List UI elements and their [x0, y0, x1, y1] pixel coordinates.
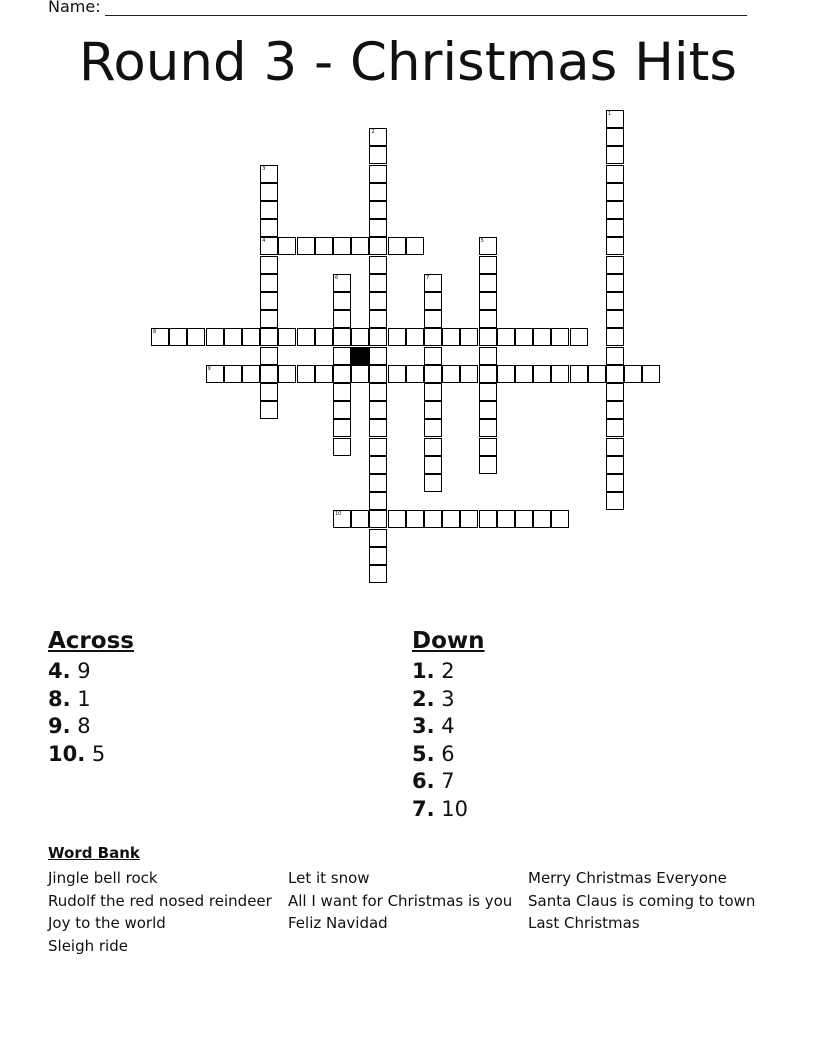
grid-cell[interactable]: [369, 401, 387, 419]
clue-number: 10.: [48, 741, 86, 766]
grid-cell[interactable]: [388, 510, 406, 528]
clue-text: 7: [434, 769, 455, 793]
word-bank-item: Let it snow: [288, 869, 370, 887]
grid-cell[interactable]: [606, 310, 624, 328]
grid-cell[interactable]: [369, 492, 387, 510]
grid-cell[interactable]: [606, 292, 624, 310]
grid-cell[interactable]: [424, 401, 442, 419]
grid-cell[interactable]: [424, 438, 442, 456]
grid-cell[interactable]: [606, 419, 624, 437]
grid-cell[interactable]: [369, 201, 387, 219]
grid-cell[interactable]: [570, 365, 588, 383]
grid-cell[interactable]: [479, 256, 497, 274]
grid-cell[interactable]: [333, 419, 351, 437]
grid-cell[interactable]: [479, 292, 497, 310]
clue-item: [48, 713, 134, 741]
grid-cell[interactable]: [369, 292, 387, 310]
grid-cell[interactable]: [606, 438, 624, 456]
word-bank-column-1: [48, 867, 272, 957]
word-bank-item: Santa Claus is coming to town: [528, 891, 756, 910]
grid-cell[interactable]: [533, 365, 551, 383]
grid-cell[interactable]: [315, 237, 333, 255]
grid-cell[interactable]: [260, 256, 278, 274]
grid-cell[interactable]: [606, 128, 624, 146]
grid-cell[interactable]: [497, 510, 515, 528]
grid-cell[interactable]: [424, 419, 442, 437]
grid-cell[interactable]: [606, 347, 624, 365]
grid-cell[interactable]: [479, 456, 497, 474]
grid-cell[interactable]: [424, 292, 442, 310]
grid-cell[interactable]: [333, 510, 351, 528]
word-bank-item: Rudolf the red nosed reindeer: [48, 891, 272, 910]
grid-cell[interactable]: [351, 510, 369, 528]
grid-cell[interactable]: [260, 237, 278, 255]
word-bank-column-3: [528, 867, 755, 935]
grid-cell[interactable]: [333, 438, 351, 456]
word-bank-item: Joy to the world: [48, 914, 166, 933]
grid-cell[interactable]: [606, 183, 624, 201]
name-label: Name:: [48, 0, 101, 16]
grid-cell[interactable]: [606, 328, 624, 346]
clue-text: 2: [434, 659, 455, 683]
grid-cell[interactable]: [479, 274, 497, 292]
grid-cell[interactable]: [369, 510, 387, 528]
clue-item: [412, 741, 485, 769]
word-bank-item: Feliz Navidad: [288, 914, 388, 933]
grid-cell[interactable]: [479, 510, 497, 528]
grid-cell[interactable]: [606, 256, 624, 274]
grid-cell[interactable]: [260, 274, 278, 292]
grid-cell[interactable]: [169, 328, 187, 346]
grid-cell[interactable]: [369, 438, 387, 456]
grid-cell[interactable]: [479, 383, 497, 401]
grid-cell[interactable]: [606, 237, 624, 255]
clue-number: 1: [608, 111, 612, 117]
grid-cell[interactable]: [606, 201, 624, 219]
grid-cell[interactable]: [242, 328, 260, 346]
grid-cell[interactable]: [479, 328, 497, 346]
grid-cell[interactable]: [460, 328, 478, 346]
grid-cell[interactable]: [606, 456, 624, 474]
grid-cell[interactable]: [369, 383, 387, 401]
word-bank-item: Merry Christmas Everyone: [528, 869, 727, 887]
clue-number: 5: [480, 238, 484, 245]
grid-cell[interactable]: [624, 365, 642, 383]
grid-cell[interactable]: [460, 365, 478, 383]
grid-cell[interactable]: [369, 529, 387, 547]
grid-cell[interactable]: [369, 474, 387, 492]
grid-cell[interactable]: [260, 219, 278, 237]
grid-cell[interactable]: [187, 328, 205, 346]
grid-cell[interactable]: [369, 565, 387, 583]
grid-cell[interactable]: [369, 256, 387, 274]
grid-cell[interactable]: [369, 456, 387, 474]
grid-cell[interactable]: [369, 237, 387, 255]
grid-cell[interactable]: [479, 438, 497, 456]
grid-cell[interactable]: [642, 365, 660, 383]
clue-text: 1: [70, 686, 91, 711]
grid-cell[interactable]: [533, 510, 551, 528]
word-bank-item: Jingle bell rock: [48, 869, 158, 887]
grid-cell[interactable]: [424, 365, 442, 383]
grid-cell[interactable]: [260, 328, 278, 346]
grid-cell[interactable]: [260, 165, 278, 183]
grid-cell[interactable]: [369, 547, 387, 565]
grid-cell[interactable]: [333, 310, 351, 328]
grid-cell[interactable]: [606, 474, 624, 492]
clue-item: [48, 686, 134, 714]
clue-number: 3: [262, 165, 266, 172]
grid-cell[interactable]: [369, 274, 387, 292]
grid-cell[interactable]: [333, 237, 351, 255]
grid-cell[interactable]: [606, 365, 624, 383]
clue-text: 5: [85, 741, 106, 766]
grid-cell[interactable]: [406, 510, 424, 528]
clue-number: 5.: [412, 741, 435, 766]
clue-text: 6: [434, 741, 455, 766]
clue-item: [412, 658, 485, 686]
clue-number: 3.: [412, 714, 435, 738]
grid-cell[interactable]: [333, 401, 351, 419]
grid-cell[interactable]: [606, 383, 624, 401]
grid-cell[interactable]: [260, 347, 278, 365]
down-clues: [412, 628, 485, 823]
grid-cell[interactable]: [369, 219, 387, 237]
grid-cell[interactable]: [570, 328, 588, 346]
grid-cell[interactable]: [424, 347, 442, 365]
clue-text: 10: [434, 796, 468, 821]
word-bank-item: Sleigh ride: [48, 936, 128, 955]
grid-cell[interactable]: [224, 365, 242, 383]
grid-cell[interactable]: [369, 128, 387, 146]
grid-cell[interactable]: [388, 328, 406, 346]
clue-number: 8.: [48, 686, 71, 711]
grid-cell[interactable]: [424, 456, 442, 474]
grid-cell[interactable]: [260, 365, 278, 383]
grid-cell[interactable]: [479, 237, 497, 255]
grid-cell[interactable]: [515, 328, 533, 346]
grid-cell[interactable]: [388, 365, 406, 383]
across-clues: [48, 628, 134, 768]
clue-number: 8: [153, 329, 157, 336]
clue-number: 2.: [412, 686, 435, 711]
clue-number: 7.: [412, 796, 435, 821]
clue-item: [48, 658, 134, 686]
black-cell: [351, 347, 369, 365]
grid-cell[interactable]: [424, 274, 442, 292]
grid-cell[interactable]: [242, 365, 260, 383]
grid-cell[interactable]: [315, 365, 333, 383]
grid-cell[interactable]: [260, 310, 278, 328]
grid-cell[interactable]: [406, 328, 424, 346]
grid-cell[interactable]: [424, 474, 442, 492]
clue-number: 1.: [412, 659, 435, 683]
grid-cell[interactable]: [424, 383, 442, 401]
grid-cell[interactable]: [369, 419, 387, 437]
grid-cell[interactable]: [206, 365, 224, 383]
clue-number: 6.: [412, 769, 435, 793]
grid-cell[interactable]: [460, 510, 478, 528]
grid-cell[interactable]: [606, 219, 624, 237]
clue-item: [412, 686, 485, 714]
grid-cell[interactable]: [479, 347, 497, 365]
grid-cell[interactable]: [479, 310, 497, 328]
grid-cell[interactable]: [588, 365, 606, 383]
clue-item: [48, 741, 134, 769]
clue-number: 6: [335, 274, 339, 281]
grid-cell[interactable]: [406, 237, 424, 255]
grid-cell[interactable]: [315, 328, 333, 346]
word-bank-column-2: [288, 867, 512, 935]
grid-cell[interactable]: [442, 510, 460, 528]
grid-cell[interactable]: [369, 365, 387, 383]
grid-cell[interactable]: [278, 237, 296, 255]
clue-item: [412, 713, 485, 741]
clue-number: 10: [335, 511, 342, 518]
grid-cell[interactable]: [606, 165, 624, 183]
grid-cell[interactable]: [278, 365, 296, 383]
grid-cell[interactable]: [606, 401, 624, 419]
grid-cell[interactable]: [260, 183, 278, 201]
grid-cell[interactable]: [206, 328, 224, 346]
grid-cell[interactable]: [551, 328, 569, 346]
grid-cell[interactable]: [260, 383, 278, 401]
word-bank-heading: Word Bank: [48, 844, 140, 862]
grid-cell[interactable]: [515, 510, 533, 528]
grid-cell[interactable]: [297, 365, 315, 383]
grid-cell[interactable]: [497, 328, 515, 346]
clue-number: 7: [426, 274, 430, 281]
clue-number: 4.: [48, 659, 71, 683]
grid-cell[interactable]: [479, 365, 497, 383]
grid-cell[interactable]: [497, 365, 515, 383]
word-bank-item: Last Christmas: [528, 914, 640, 933]
grid-cell[interactable]: [351, 237, 369, 255]
grid-cell[interactable]: [424, 310, 442, 328]
clue-number: 2: [371, 129, 375, 136]
clue-number: 9: [207, 365, 211, 372]
grid-cell[interactable]: [260, 201, 278, 219]
grid-cell[interactable]: [424, 510, 442, 528]
clue-text: 3: [434, 686, 455, 711]
grid-cell[interactable]: [369, 183, 387, 201]
clue-number: 4: [262, 238, 266, 245]
clue-item: [412, 768, 485, 796]
grid-cell[interactable]: [406, 365, 424, 383]
grid-cell[interactable]: [333, 328, 351, 346]
grid-cell[interactable]: [515, 365, 533, 383]
grid-cell[interactable]: [333, 347, 351, 365]
grid-cell[interactable]: [442, 328, 460, 346]
grid-cell[interactable]: [333, 274, 351, 292]
grid-cell[interactable]: [151, 328, 169, 346]
grid-cell[interactable]: [369, 347, 387, 365]
clue-text: 4: [434, 714, 455, 738]
grid-cell[interactable]: [333, 383, 351, 401]
grid-cell[interactable]: [369, 165, 387, 183]
grid-cell[interactable]: [333, 292, 351, 310]
grid-cell[interactable]: [606, 492, 624, 510]
grid-cell[interactable]: [606, 274, 624, 292]
grid-cell[interactable]: [260, 401, 278, 419]
grid-cell[interactable]: [369, 146, 387, 164]
grid-cell[interactable]: [479, 419, 497, 437]
clue-item: [412, 796, 485, 824]
grid-cell[interactable]: [606, 110, 624, 128]
grid-cell[interactable]: [278, 328, 296, 346]
grid-cell[interactable]: [333, 365, 351, 383]
grid-cell[interactable]: [606, 146, 624, 164]
clue-text: 8: [70, 714, 91, 738]
grid-cell[interactable]: [442, 365, 460, 383]
grid-cell[interactable]: [424, 328, 442, 346]
grid-cell[interactable]: [351, 365, 369, 383]
grid-cell[interactable]: [260, 292, 278, 310]
grid-cell[interactable]: [551, 365, 569, 383]
grid-cell[interactable]: [551, 510, 569, 528]
down-heading: Down: [412, 628, 485, 654]
clue-number: 9.: [48, 714, 71, 738]
grid-cell[interactable]: [297, 328, 315, 346]
grid-cell[interactable]: [369, 310, 387, 328]
grid-cell[interactable]: [388, 237, 406, 255]
grid-cell[interactable]: [351, 328, 369, 346]
page-title: Round 3 - Christmas Hits: [78, 32, 738, 93]
clue-text: 9: [70, 659, 91, 683]
word-bank-item: All I want for Christmas is you: [288, 891, 513, 910]
across-heading: Across: [48, 628, 134, 654]
grid-cell[interactable]: [369, 328, 387, 346]
grid-cell[interactable]: [297, 237, 315, 255]
grid-cell[interactable]: [224, 328, 242, 346]
grid-cell[interactable]: [479, 401, 497, 419]
grid-cell[interactable]: [533, 328, 551, 346]
